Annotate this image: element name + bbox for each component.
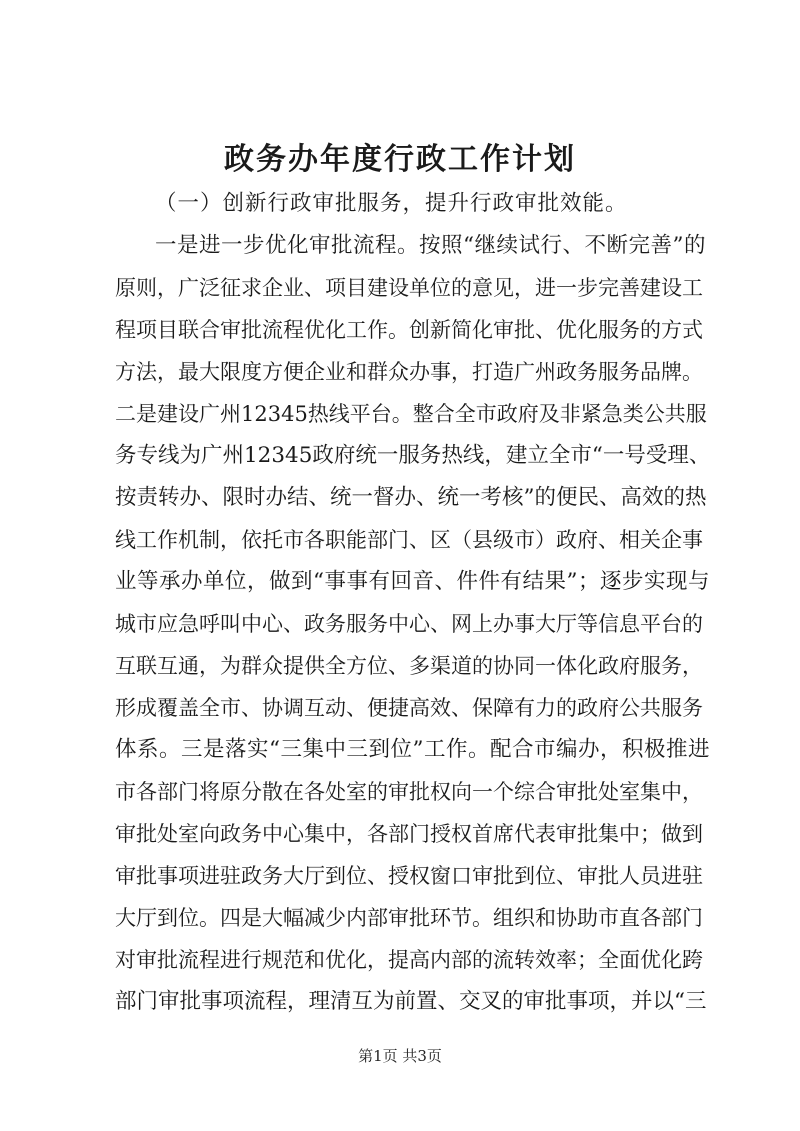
paragraph-line: 互联互通，为群众提供全方位、多渠道的协同一体化政府服务， xyxy=(115,654,703,678)
paragraph-line: 按责转办、限时办结、统一督办、统一考核”的便民、高效的热 xyxy=(115,485,707,510)
paragraph-line: 线工作机制，依托市各职能部门、区（县级市）政府、相关企事 xyxy=(115,528,703,552)
paragraph-line: 方法，最大限度方便企业和群众办事，打造广州政务服务品牌。 xyxy=(115,360,703,384)
paragraph-line: 大厅到位。四是大幅减少内部审批环节。组织和协助市直各部门 xyxy=(115,906,703,930)
paragraph-line: 部门审批事项流程，理清互为前置、交叉的审批事项，并以“三 xyxy=(115,989,707,1014)
paragraph-line: 审批事项进驻政务大厅到位、授权窗口审批到位、审批人员进驻 xyxy=(115,864,703,888)
paragraph-line: 对审批流程进行规范和优化，提高内部的流转效率；全面优化跨 xyxy=(115,948,703,972)
paragraph-line: 市各部门将原分散在各处室的审批权向一个综合审批处室集中， xyxy=(115,780,703,804)
paragraph-line: 一是进一步优化审批流程。按照“继续试行、不断完善”的 xyxy=(155,233,706,258)
document-title: 政务办年度行政工作计划 xyxy=(224,142,576,177)
section-heading: （一）创新行政审批服务，提升行政审批效能。 xyxy=(155,191,628,216)
paragraph-line: 务专线为广州12345政府统一服务热线，建立全市“一号受理、 xyxy=(115,443,711,468)
paragraph-line: 城市应急呼叫中心、政务服务中心、网上办事大厅等信息平台的 xyxy=(115,612,703,636)
paragraph-line: 形成覆盖全市、协调互动、便捷高效、保障有力的政府公共服务 xyxy=(115,696,703,720)
paragraph-line: 审批处室向政务中心集中，各部门授权首席代表审批集中；做到 xyxy=(115,822,703,846)
paragraph-line: 业等承办单位，做到“事事有回音、件件有结果”；逐步实现与 xyxy=(115,569,710,594)
paragraph-line: 程项目联合审批流程优化工作。创新简化审批、优化服务的方式 xyxy=(115,318,703,342)
paragraph-line: 体系。三是落实“三集中三到位”工作。配合市编办，积极推进 xyxy=(115,737,710,762)
page-number-footer: 第1页 共3页 xyxy=(358,1047,442,1065)
paragraph-line: 原则，广泛征求企业、项目建设单位的意见，进一步完善建设工 xyxy=(115,276,703,300)
paragraph-line: 二是建设广州12345热线平台。整合全市政府及非紧急类公共服 xyxy=(115,402,707,426)
